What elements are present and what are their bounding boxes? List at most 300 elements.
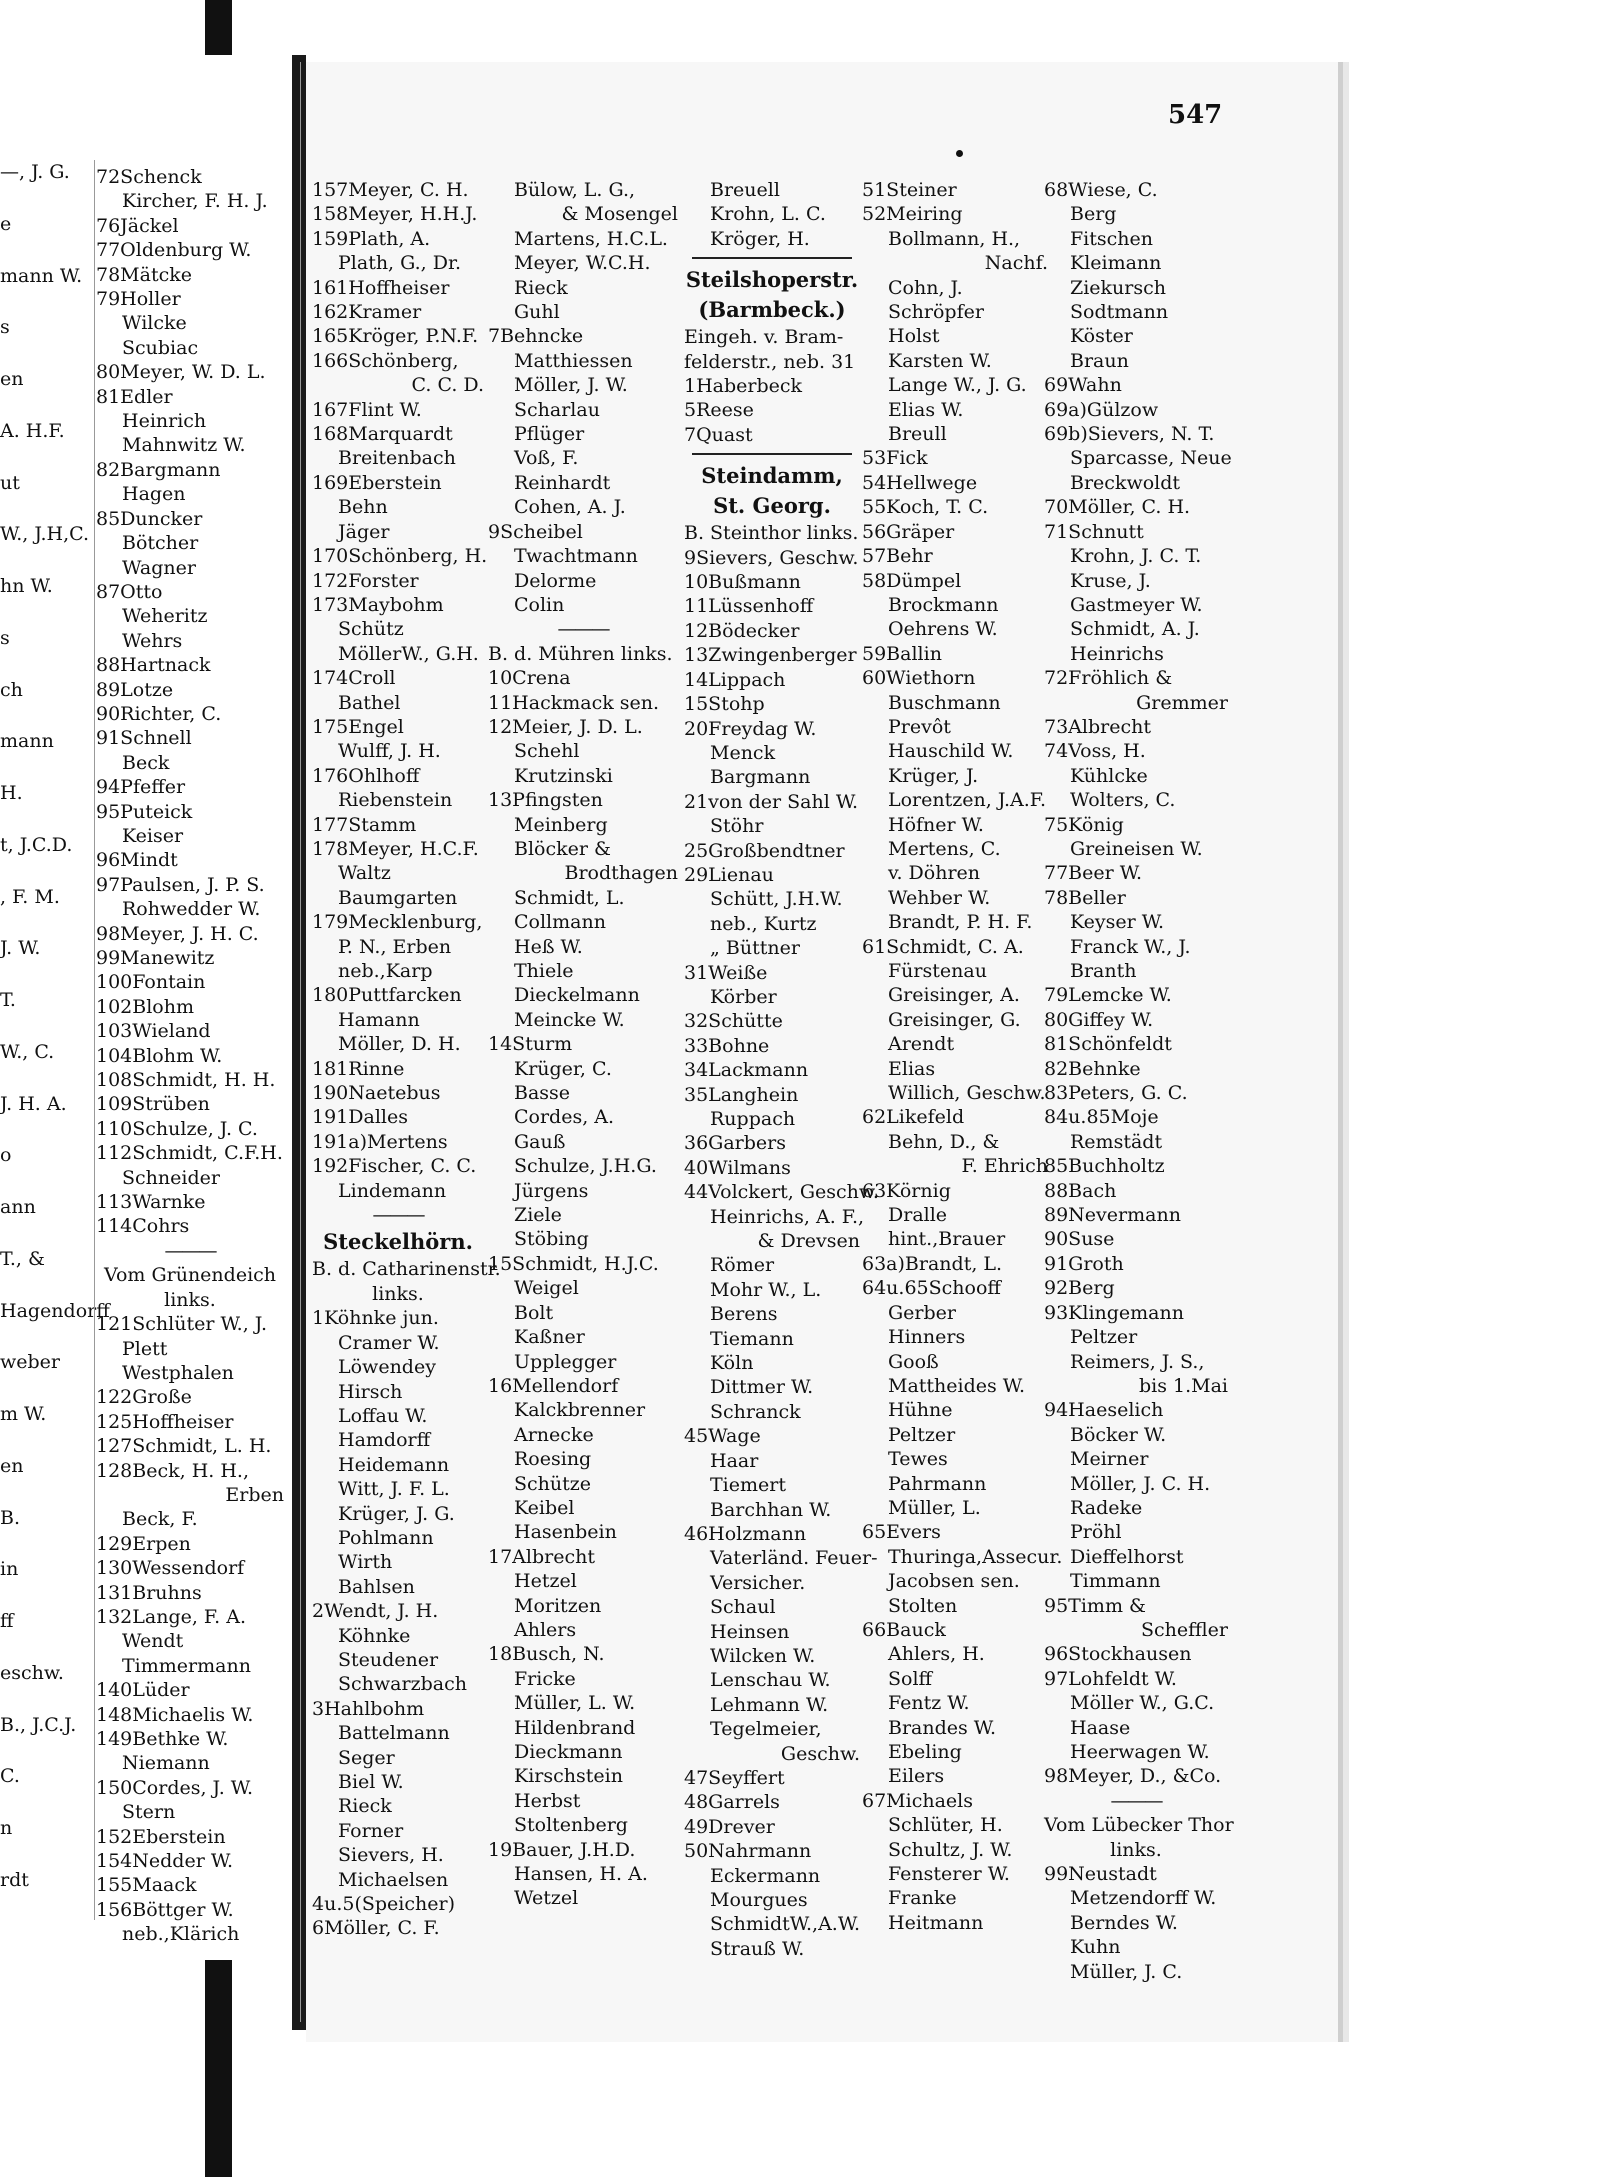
entry-resident: Dieckelmann bbox=[514, 984, 640, 1007]
entry-line: 169Eberstein bbox=[312, 471, 442, 494]
entry-line: 85Buchholtz bbox=[1044, 1155, 1165, 1178]
entry-line: 21von der Sahl W. bbox=[684, 790, 859, 813]
address-column-2 bbox=[312, 178, 501, 1941]
entry-resident: Hinners bbox=[888, 1326, 966, 1349]
entry-resident: Schmidt, A. J. bbox=[1070, 618, 1200, 641]
entry-line: 6Möller, C. F. bbox=[312, 1917, 440, 1940]
entry-line: 78Mätcke bbox=[96, 263, 192, 286]
entry-resident: Fitschen bbox=[1070, 227, 1154, 250]
street-heading: Steckelhörn. bbox=[323, 1229, 473, 1255]
entry-resident: Möller, D. H. bbox=[338, 1033, 461, 1056]
entry-resident: Heinrichs bbox=[1070, 642, 1164, 665]
entry-line: 67Michaels bbox=[862, 1789, 973, 1812]
entry-resident: Müller, L. bbox=[888, 1496, 981, 1519]
entry-resident: Westphalen bbox=[122, 1361, 234, 1384]
binding-bar-top bbox=[205, 0, 232, 55]
entry-resident: Haase bbox=[1070, 1716, 1131, 1739]
entry-line: 56Gräper bbox=[862, 520, 955, 543]
entry-resident: Keyser W. bbox=[1070, 911, 1165, 934]
entry-resident: Ahlers, H. bbox=[888, 1643, 985, 1666]
address-column-6 bbox=[1044, 178, 1234, 1984]
entry-resident: Baumgarten bbox=[338, 886, 458, 909]
entry-resident: Meyer, W.C.H. bbox=[514, 252, 651, 275]
fragment-line: mann bbox=[0, 730, 54, 753]
entry-resident: Arnecke bbox=[514, 1423, 594, 1446]
entry-resident: Versicher. bbox=[710, 1571, 806, 1594]
entry-resident: Gauß bbox=[514, 1130, 566, 1153]
entry-resident: Mahnwitz W. bbox=[122, 434, 246, 457]
entry-resident: Schütze bbox=[514, 1472, 592, 1495]
entry-resident: Fürstenau bbox=[888, 960, 987, 982]
entry-line: 152Eberstein bbox=[96, 1825, 226, 1848]
entry-resident: Strauß W. bbox=[710, 1937, 805, 1960]
entry-resident: Gastmeyer W. bbox=[1070, 593, 1203, 616]
entry-resident: Breuell bbox=[710, 179, 780, 201]
entry-resident: Köln bbox=[710, 1352, 754, 1375]
entry-line: 81Edler bbox=[96, 385, 173, 408]
entry-resident: P. N., Erben bbox=[338, 935, 452, 958]
fragment-line: C. bbox=[0, 1765, 20, 1788]
entry-line: 69a)Gülzow bbox=[1044, 398, 1159, 421]
entry-line: 65Evers bbox=[862, 1521, 941, 1544]
entry-line: 125Hoffheiser bbox=[96, 1410, 234, 1433]
entry-line: 165Kröger, P.N.F. bbox=[312, 325, 479, 348]
entry-line: 11Lüssenhoff bbox=[684, 595, 814, 618]
entry-line: 32Schütte bbox=[684, 1010, 783, 1033]
entry-resident: Schlüter, H. bbox=[888, 1814, 1003, 1837]
entry-resident: Meinberg bbox=[514, 813, 608, 836]
entry-line: 179Mecklenburg, bbox=[312, 911, 483, 934]
entry-resident: Schehl bbox=[514, 740, 580, 763]
entry-resident: Peltzer bbox=[1070, 1326, 1138, 1349]
entry-resident: Möller, J. C. H. bbox=[1070, 1472, 1211, 1495]
entry-resident: Solff bbox=[888, 1667, 933, 1690]
entry-line: 98Meyer, D., &Co. bbox=[1044, 1765, 1222, 1788]
entry-line: 52Meiring bbox=[862, 203, 963, 226]
entry-resident: Peltzer bbox=[888, 1423, 956, 1446]
entry-line: 129Erpen bbox=[96, 1532, 191, 1555]
entry-line: 89Lotze bbox=[96, 678, 174, 701]
entry-continuation: F. Ehrich bbox=[961, 1155, 1048, 1178]
entry-line: 16Mellendorf bbox=[488, 1374, 619, 1397]
entry-resident: Moritzen bbox=[514, 1594, 602, 1617]
entry-line: 162Kramer bbox=[312, 301, 422, 324]
entry-line: 11Hackmack sen. bbox=[488, 691, 660, 714]
entry-line: 77Oldenburg W. bbox=[96, 239, 252, 262]
entry-line: 35Langhein bbox=[684, 1083, 799, 1106]
entry-line: 122Große bbox=[96, 1386, 192, 1409]
entry-resident: Schranck bbox=[710, 1400, 801, 1423]
entry-resident: Wilcken W. bbox=[710, 1644, 816, 1667]
section-divider: ——— bbox=[372, 1204, 424, 1227]
entry-resident: Riebenstein bbox=[338, 789, 453, 812]
entry-line: 55Koch, T. C. bbox=[862, 496, 989, 519]
entry-line: 98Meyer, J. H. C. bbox=[96, 922, 259, 945]
entry-line: 97Paulsen, J. P. S. bbox=[96, 873, 265, 896]
entry-resident: Behn, D., & bbox=[888, 1130, 1000, 1153]
entry-resident: Meincke W. bbox=[514, 1008, 625, 1031]
fragment-line: B., J.C.J. bbox=[0, 1713, 77, 1736]
entry-line: 70Möller, C. H. bbox=[1044, 496, 1191, 519]
entry-line: 109Strüben bbox=[96, 1093, 210, 1116]
entry-resident: Mertens, C. bbox=[888, 837, 1001, 860]
entry-resident: Heinsen bbox=[710, 1620, 790, 1643]
entry-resident: Schultz, J. W. bbox=[888, 1838, 1013, 1861]
entry-line: 62Likefeld bbox=[862, 1106, 965, 1129]
entry-line: 69b)Sievers, N. T. bbox=[1044, 423, 1215, 446]
entry-line: 49Drever bbox=[684, 1815, 775, 1838]
entry-line: 36Garbers bbox=[684, 1132, 787, 1155]
entry-resident: Reinhardt bbox=[514, 471, 611, 494]
entry-line: 13Zwingenberger bbox=[684, 644, 857, 667]
section-rule bbox=[692, 257, 852, 259]
entry-resident: MöllerW., G.H. bbox=[338, 642, 479, 665]
entry-line: 68Wiese, C. bbox=[1044, 179, 1158, 201]
entry-resident: Michaelsen bbox=[338, 1868, 449, 1891]
entry-resident: Krohn, J. C. T. bbox=[1070, 545, 1202, 568]
entry-line: 81Schönfeldt bbox=[1044, 1033, 1172, 1056]
entry-line: 127Schmidt, L. H. bbox=[96, 1435, 272, 1458]
entry-resident: Pahrmann bbox=[888, 1472, 987, 1495]
entry-resident: Schütt, J.H.W. bbox=[710, 888, 843, 911]
entry-line: 78Beller bbox=[1044, 886, 1126, 909]
entry-resident: Heerwagen W. bbox=[1070, 1741, 1210, 1763]
entry-resident: Tewes bbox=[888, 1448, 948, 1471]
fragment-line: weber bbox=[0, 1351, 60, 1374]
entry-resident: Ziekursch bbox=[1070, 276, 1166, 299]
entry-line: 45Wage bbox=[684, 1425, 761, 1448]
entry-line: 96Mindt bbox=[96, 849, 178, 872]
entry-resident: Timmann bbox=[1070, 1570, 1161, 1593]
entry-line: 12Meier, J. D. L. bbox=[488, 715, 643, 738]
fragment-line: , F. M. bbox=[0, 885, 60, 908]
entry-continuation: Erben bbox=[225, 1483, 284, 1506]
entry-resident: Hagen bbox=[122, 483, 186, 506]
entry-resident: Martens, H.C.L. bbox=[514, 227, 668, 250]
entry-line: 161Hoffheiser bbox=[312, 276, 450, 299]
entry-line: 181Rinne bbox=[312, 1057, 405, 1080]
entry-resident: Roesing bbox=[514, 1448, 592, 1471]
entry-resident: Greineisen W. bbox=[1070, 837, 1203, 860]
entry-resident: Stöhr bbox=[710, 815, 764, 838]
entry-resident: Colin bbox=[514, 593, 565, 616]
entry-resident: Thiele bbox=[514, 960, 574, 982]
entry-resident: Cohen, A. J. bbox=[514, 496, 626, 519]
entry-resident: Voß, F. bbox=[514, 447, 579, 470]
entry-resident: Hansen, H. A. bbox=[514, 1863, 648, 1886]
entry-resident: Bülow, L. G., bbox=[514, 179, 636, 201]
entry-line: B. d. Catharinenstr. bbox=[312, 1258, 501, 1281]
entry-line: 130Wessendorf bbox=[96, 1557, 245, 1580]
entry-resident: Franke bbox=[888, 1887, 957, 1910]
entry-continuation: Geschw. bbox=[780, 1742, 860, 1765]
entry-line: 172Forster bbox=[312, 569, 419, 592]
section-note: Vom Grünendeich bbox=[103, 1264, 277, 1287]
entry-line: 51Steiner bbox=[862, 179, 957, 201]
entry-resident: Jäger bbox=[338, 520, 390, 543]
entry-resident: Twachtmann bbox=[514, 545, 638, 568]
entry-resident: Radeke bbox=[1070, 1496, 1143, 1519]
entry-resident: Krüger, J. bbox=[888, 764, 979, 787]
entry-resident: Rieck bbox=[514, 276, 568, 299]
address-column-4 bbox=[684, 178, 879, 1961]
entry-line: 156Böttger W. bbox=[96, 1898, 234, 1921]
entry-line: 91Schnell bbox=[96, 727, 192, 750]
entry-line: 88Hartnack bbox=[96, 654, 211, 677]
fragment-line: W., C. bbox=[0, 1040, 55, 1063]
entry-line: 1Haberbeck bbox=[684, 375, 803, 398]
entry-resident: Berndes W. bbox=[1070, 1911, 1178, 1934]
entry-line: 10Crena bbox=[488, 667, 571, 690]
entry-resident: Hildenbrand bbox=[514, 1716, 636, 1739]
entry-resident: Menck bbox=[710, 741, 776, 764]
prev-page-fragment-column bbox=[0, 160, 110, 1920]
entry-resident: Meirner bbox=[1070, 1448, 1149, 1471]
entry-resident: Wilcke bbox=[122, 312, 187, 335]
entry-line: 15Schmidt, H.J.C. bbox=[488, 1252, 659, 1275]
entry-line: 121Schlüter W., J. bbox=[96, 1313, 267, 1336]
entry-resident: Prevôt bbox=[888, 715, 951, 738]
entry-resident: Kleimann bbox=[1070, 252, 1162, 275]
entry-line: 96Stockhausen bbox=[1044, 1643, 1192, 1666]
entry-line: 82Bargmann bbox=[96, 458, 221, 481]
entry-line: 102Blohm bbox=[96, 995, 194, 1018]
entry-resident: Herbst bbox=[514, 1789, 581, 1812]
entry-line: B. Steinthor links. bbox=[684, 522, 859, 545]
entry-line: 10Bußmann bbox=[684, 571, 801, 594]
entry-resident: Köhnke bbox=[338, 1624, 411, 1647]
entry-resident: Ebeling bbox=[888, 1741, 962, 1763]
entry-resident: Holst bbox=[888, 325, 940, 348]
entry-resident: Jürgens bbox=[514, 1179, 589, 1202]
entry-resident: Wehber W. bbox=[888, 886, 991, 909]
entry-line: 79Holler bbox=[96, 288, 181, 311]
entry-resident: Hamdorff bbox=[338, 1429, 431, 1452]
entry-resident: Dralle bbox=[888, 1204, 948, 1227]
entry-line: 34Lackmann bbox=[684, 1059, 809, 1082]
binding-bar-bottom bbox=[205, 1960, 232, 2177]
fragment-line: s bbox=[0, 316, 10, 339]
entry-line: 31Weiße bbox=[684, 961, 768, 984]
entry-resident: neb.,Klärich bbox=[122, 1923, 240, 1946]
fragment-line: t, J.C.D. bbox=[0, 833, 73, 856]
entry-resident: Pflüger bbox=[514, 423, 585, 446]
entry-continuation: & Drevsen bbox=[757, 1230, 860, 1253]
entry-resident: Upplegger bbox=[514, 1350, 617, 1373]
fragment-line: m W. bbox=[0, 1403, 47, 1425]
entry-line: 132Lange, F. A. bbox=[96, 1605, 246, 1628]
entry-resident: Müller, L. W. bbox=[514, 1692, 636, 1715]
fragment-line: en bbox=[0, 1454, 24, 1477]
entry-resident: Scubiac bbox=[122, 336, 199, 359]
address-column-5 bbox=[862, 178, 1063, 1935]
entry-line: 4u.5(Speicher) bbox=[312, 1893, 455, 1916]
entry-resident: Berens bbox=[710, 1303, 778, 1326]
fragment-line: eschw. bbox=[0, 1661, 64, 1684]
entry-resident: Wolters, C. bbox=[1070, 789, 1176, 812]
entry-line: 59Ballin bbox=[862, 642, 942, 665]
entry-resident: Krüger, J. G. bbox=[338, 1502, 455, 1525]
entry-line: 3Hahlbohm bbox=[312, 1697, 425, 1720]
fragment-line: T. bbox=[0, 989, 16, 1011]
entry-resident: Bollmann, H., bbox=[888, 227, 1021, 250]
entry-line: 177Stamm bbox=[312, 813, 417, 836]
street-heading: Steilshoperstr. bbox=[685, 267, 859, 293]
entry-line: 158Meyer, H.H.J. bbox=[312, 203, 478, 226]
column-rule bbox=[94, 160, 95, 1920]
entry-resident: Heitmann bbox=[888, 1911, 984, 1934]
entry-resident: Wendt bbox=[122, 1630, 184, 1653]
entry-resident: Forner bbox=[338, 1819, 404, 1842]
entry-resident: Müller, J. C. bbox=[1070, 1960, 1183, 1983]
entry-continuation: Gremmer bbox=[1136, 691, 1228, 714]
entry-resident: Eilers bbox=[888, 1765, 945, 1788]
entry-resident: Scharlau bbox=[514, 398, 600, 421]
entry-resident: Kalckbrenner bbox=[514, 1399, 646, 1422]
entry-line: 88Bach bbox=[1044, 1179, 1117, 1202]
entry-line: 20Freydag W. bbox=[684, 717, 817, 740]
entry-line: 178Meyer, H.C.F. bbox=[312, 837, 479, 860]
entry-resident: Sievers, H. bbox=[338, 1844, 444, 1867]
entry-resident: Brandt, P. H. F. bbox=[888, 911, 1033, 934]
entry-resident: Willich, Geschw. bbox=[888, 1082, 1046, 1105]
entry-line: 58Dümpel bbox=[862, 569, 962, 592]
entry-line: Eingeh. v. Bram- bbox=[684, 326, 844, 349]
entry-resident: Haar bbox=[710, 1449, 759, 1472]
entry-resident: Reimers, J. S., bbox=[1070, 1350, 1205, 1373]
entry-line: 157Meyer, C. H. bbox=[312, 179, 469, 201]
entry-resident: Dittmer W. bbox=[710, 1376, 814, 1399]
entry-resident: Fentz W. bbox=[888, 1692, 970, 1715]
entry-resident: Berg bbox=[1070, 203, 1117, 226]
entry-continuation: & Mosengel bbox=[561, 203, 678, 226]
entry-resident: Heinrichs, A. F., bbox=[710, 1205, 865, 1228]
entry-resident: Franck W., J. bbox=[1070, 935, 1191, 958]
fragment-line: hn W. bbox=[0, 575, 53, 597]
entry-resident: Weigel bbox=[514, 1277, 579, 1300]
entry-line: 173Maybohm bbox=[312, 593, 444, 616]
entry-resident: Hetzel bbox=[514, 1570, 577, 1593]
entry-line: 54Hellwege bbox=[862, 471, 978, 494]
entry-resident: Schaul bbox=[710, 1596, 776, 1619]
entry-line: 80Giffey W. bbox=[1044, 1008, 1154, 1031]
entry-line: 99Manewitz bbox=[96, 947, 215, 969]
entry-line: 89Nevermann bbox=[1044, 1204, 1181, 1227]
entry-line: 131Bruhns bbox=[96, 1581, 202, 1604]
entry-resident: Rieck bbox=[338, 1795, 392, 1818]
entry-resident: Fricke bbox=[514, 1667, 576, 1690]
section-note: links. bbox=[164, 1288, 216, 1311]
entry-line: 87Otto bbox=[96, 580, 163, 603]
section-note: links. bbox=[372, 1282, 424, 1305]
fragment-line: A. H.F. bbox=[0, 419, 65, 442]
entry-resident: Basse bbox=[514, 1082, 571, 1105]
entry-line: 85Duncker bbox=[96, 507, 203, 530]
entry-line: 18Busch, N. bbox=[488, 1643, 605, 1666]
entry-line: 192Fischer, C. C. bbox=[312, 1155, 477, 1178]
entry-resident: Pröhl bbox=[1070, 1521, 1122, 1544]
entry-resident: Hauschild W. bbox=[888, 740, 1014, 763]
entry-resident: Behn bbox=[338, 496, 388, 519]
entry-resident: Mourgues bbox=[710, 1889, 808, 1911]
entry-resident: Brockmann bbox=[888, 593, 999, 616]
entry-line: 92Berg bbox=[1044, 1277, 1115, 1300]
entry-resident: Stolten bbox=[888, 1594, 958, 1617]
entry-resident: Delorme bbox=[514, 569, 597, 592]
entry-resident: Kirschstein bbox=[514, 1765, 623, 1788]
entry-resident: Stöbing bbox=[514, 1228, 589, 1251]
entry-line: 112Schmidt, C.F.H. bbox=[96, 1142, 283, 1165]
entry-line: 170Schönberg, H. bbox=[312, 545, 488, 568]
entry-line: 77Beer W. bbox=[1044, 862, 1142, 885]
entry-line: 50Nahrmann bbox=[684, 1840, 812, 1863]
fragment-line: e bbox=[0, 212, 12, 235]
entry-line: 44Volckert, Geschw. bbox=[684, 1181, 879, 1204]
entry-resident: Breckwoldt bbox=[1070, 471, 1181, 494]
fragment-line: mann W. bbox=[0, 264, 83, 287]
entry-resident: Ahlers bbox=[514, 1618, 577, 1641]
entry-line: 75König bbox=[1044, 813, 1124, 836]
entry-resident: Cramer W. bbox=[338, 1331, 440, 1354]
fragment-line: ch bbox=[0, 678, 23, 701]
entry-resident: Elias bbox=[888, 1057, 936, 1080]
entry-resident: Kaßner bbox=[514, 1326, 585, 1349]
book-spine bbox=[292, 55, 306, 2030]
entry-line: 47Seyffert bbox=[684, 1766, 785, 1789]
entry-line: 79Lemcke W. bbox=[1044, 984, 1172, 1007]
entry-resident: Kircher, F. H. J. bbox=[122, 190, 268, 213]
entry-resident: Kröger, H. bbox=[710, 227, 810, 250]
address-column-1 bbox=[96, 165, 284, 1947]
entry-line: 15Stohp bbox=[684, 693, 765, 716]
entry-line: 191Dalles bbox=[312, 1106, 408, 1129]
entry-line: 66Bauck bbox=[862, 1618, 946, 1641]
entry-resident: Dieffelhorst bbox=[1070, 1545, 1184, 1568]
entry-resident: Heidemann bbox=[338, 1453, 450, 1476]
entry-resident: Weheritz bbox=[122, 605, 208, 628]
entry-line: 46Holzmann bbox=[684, 1522, 807, 1545]
entry-line: 9Sievers, Geschw. bbox=[684, 546, 859, 569]
entry-line: 7Behncke bbox=[488, 325, 584, 348]
entry-resident: Stern bbox=[122, 1801, 176, 1824]
entry-resident: Bathel bbox=[338, 691, 401, 714]
section-note: Vom Lübecker Thor bbox=[1044, 1814, 1234, 1837]
entry-resident: Beck, F. bbox=[122, 1508, 198, 1531]
entry-resident: Braun bbox=[1070, 349, 1129, 372]
entry-line: 128Beck, H. H., bbox=[96, 1459, 250, 1482]
entry-resident: v. Döhren bbox=[888, 862, 981, 885]
entry-line: 17Albrecht bbox=[488, 1545, 595, 1568]
entry-line: 155Maack bbox=[96, 1874, 197, 1897]
entry-resident: Stoltenberg bbox=[514, 1814, 628, 1837]
entry-resident: Bötcher bbox=[122, 532, 199, 555]
entry-resident: Krohn, L. C. bbox=[710, 203, 826, 226]
entry-line: 100Fontain bbox=[96, 971, 206, 994]
entry-line: 103Wieland bbox=[96, 1020, 211, 1043]
entry-resident: Möller, J. W. bbox=[514, 374, 628, 397]
entry-resident: Breitenbach bbox=[338, 447, 456, 470]
entry-line: 97Lohfeldt W. bbox=[1044, 1667, 1177, 1690]
fragment-line: H. bbox=[0, 782, 23, 804]
fragment-line: J. H. A. bbox=[0, 1092, 67, 1115]
entry-resident: Tiemert bbox=[710, 1474, 786, 1497]
entry-line: 94Haeselich bbox=[1044, 1399, 1164, 1422]
column-rule bbox=[300, 62, 301, 2022]
entry-resident: Fensterer W. bbox=[888, 1863, 1010, 1886]
entry-line: 190Naetebus bbox=[312, 1082, 441, 1105]
entry-line: 108Schmidt, H. H. bbox=[96, 1069, 276, 1092]
entry-resident: Hasenbein bbox=[514, 1521, 617, 1544]
